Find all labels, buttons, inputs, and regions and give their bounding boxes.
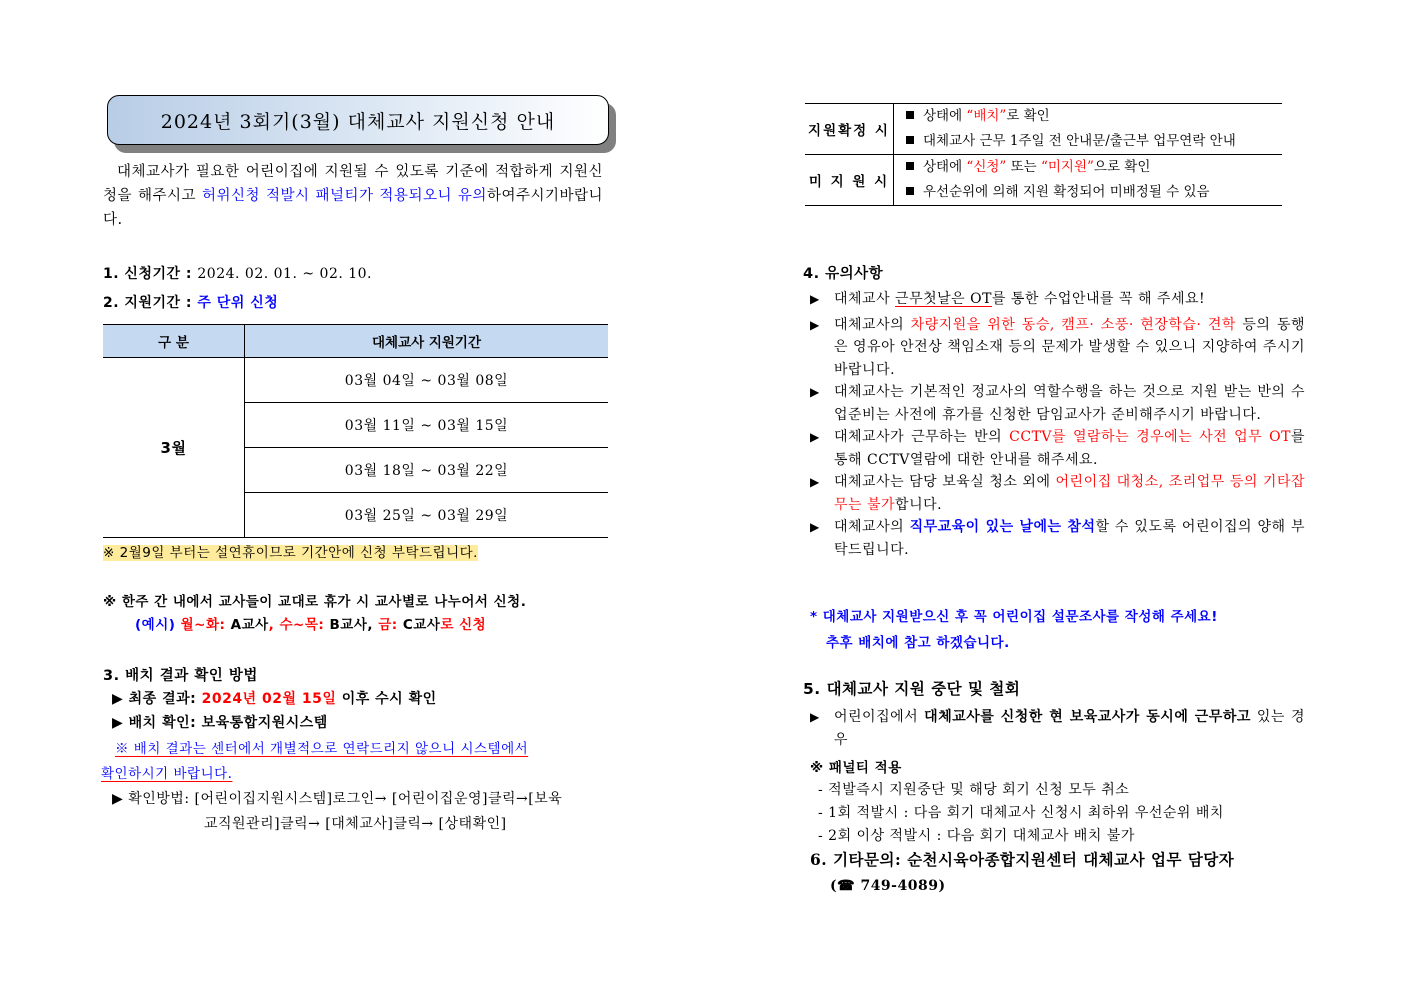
system-notice-line-2: 확인하시기 바랍니다. xyxy=(101,766,233,782)
square-bullet-icon xyxy=(906,187,914,195)
list-item: ▶ 대체교사는 기본적인 정교사의 역할수행을 하는 것으로 지원 받는 반의 수업준비는 사전에 휴가를 신청한 담임교사가 준비해주시기 바랍니다. xyxy=(810,381,1305,426)
month-cell: 3월 xyxy=(103,358,245,538)
section-1-application-period: 1. 신청기간 : 2024. 02. 01. ~ 02. 10. xyxy=(103,266,373,282)
section-4-heading: 4. 유의사항 xyxy=(803,266,884,282)
section-5-heading: 5. 대체교사 지원 중단 및 철회 xyxy=(803,680,1021,698)
survey-request-line-1: * 대체교사 지원받으신 후 꼭 어린이집 설문조사를 작성해 주세요! xyxy=(810,609,1218,625)
withdrawal-item xyxy=(810,706,1305,751)
period-cell: 03월 18일 ~ 03월 22일 xyxy=(245,448,609,493)
triangle-bullet-icon: ▶ xyxy=(112,691,124,707)
status-item: 상태에 “신청” 또는 “미지원”으로 확인 xyxy=(906,155,1282,180)
contact-phone: (☎ 749-4089) xyxy=(830,878,946,894)
system-notice-line-1: ※ 배치 결과는 센터에서 개별적으로 연락드리지 않으니 시스템에서 xyxy=(115,741,529,757)
triangle-bullet-icon: ▶ xyxy=(112,791,124,807)
period-cell: 03월 04일 ~ 03월 08일 xyxy=(245,358,609,403)
phone-icon: ☎ xyxy=(837,878,856,894)
notice-list xyxy=(810,288,1305,561)
section-2-support-period: 2. 지원기간 : 주 단위 신청 xyxy=(103,295,279,311)
list-item: ▶ 대체교사의 차량지원을 위한 동승, 캠프· 소풍· 현장학습· 견학 등의 동행은 영유아 안전상 책임소재 등의 문제가 발생할 수 있으니 지양하여 주시기 바랍니다. xyxy=(810,314,1305,382)
split-note: ※ 한주 간 내에서 교사들이 교대로 휴가 시 교사별로 나누어서 신청. xyxy=(103,594,527,610)
status-item: 우선순위에 의해 지원 확정되어 미배정될 수 있음 xyxy=(906,180,1282,205)
triangle-bullet-icon: ▶ xyxy=(810,430,820,444)
list-item: ▶ 어린이집에서 대체교사를 신청한 현 보육교사가 동시에 근무하고 있는 경우 xyxy=(810,706,1305,751)
penalty-item: - 2회 이상 적발시 : 다음 회기 대체교사 배치 불가 xyxy=(818,828,1135,844)
status-item: 상태에 “배치”로 확인 xyxy=(906,104,1282,129)
period-cell: 03월 25일 ~ 03월 29일 xyxy=(245,493,609,538)
page-title: 2024년 3회기(3월) 대체교사 지원신청 안내 xyxy=(107,95,609,145)
table-row xyxy=(805,155,1282,206)
section-6-heading: 6. 기타문의: 순천시육아종합지원센터 대체교사 업무 담당자 xyxy=(810,850,1235,869)
header-period: 대체교사 지원기간 xyxy=(245,325,609,358)
status-label-not-supported: 미 지 원 시 xyxy=(805,155,894,206)
triangle-bullet-icon: ▶ xyxy=(810,710,820,724)
table-row xyxy=(103,358,608,403)
list-item: ▶ 대체교사 근무첫날은 OT를 통한 수업안내를 꼭 해 주세요! xyxy=(810,288,1305,311)
schedule-table xyxy=(103,324,608,538)
check-method-line-1: ▶ 확인방법: [어린이집지원시스템]로그인→ [어린이집운영]클릭→[보육 xyxy=(112,791,563,807)
penalty-item: - 1회 적발시 : 다음 회기 대체교사 신청시 최하위 우선순위 배치 xyxy=(818,805,1224,821)
triangle-bullet-icon: ▶ xyxy=(112,715,124,731)
header-category: 구 분 xyxy=(103,325,245,358)
split-example: (예시) 월~화: A교사, 수~목: B교사, 금: C교사로 신청 xyxy=(135,617,487,633)
triangle-bullet-icon: ▶ xyxy=(810,317,820,332)
table-row xyxy=(805,104,1282,155)
list-item: ▶ 대체교사가 근무하는 반의 CCTV를 열람하는 경우에는 사전 업무 OT를 통해 CCTV열람에 대한 안내를 해주세요. xyxy=(810,426,1305,471)
triangle-bullet-icon: ▶ xyxy=(810,520,820,534)
check-method-line-2: 교직원관리]클릭→ [대체교사]클릭→ [상태확인] xyxy=(204,816,507,832)
penalty-warning: 허위신청 적발시 패널티가 적용되오니 유의 xyxy=(201,188,487,204)
triangle-bullet-icon: ▶ xyxy=(810,385,820,399)
triangle-bullet-icon: ▶ xyxy=(810,475,820,489)
section-3-heading: 3. 배치 결과 확인 방법 xyxy=(103,668,258,684)
penalty-item: - 적발즉시 지원중단 및 해당 회기 신청 모두 취소 xyxy=(818,782,1130,798)
status-item: 대체교사 근무 1주일 전 안내문/출근부 업무연락 안내 xyxy=(906,129,1282,154)
list-item: ▶ 대체교사는 담당 보육실 청소 외에 어린이집 대청소, 조리업무 등의 기타잡무는 불가합니다. xyxy=(810,471,1305,516)
final-result-line: ▶ 최종 결과: 2024년 02월 15일 이후 수시 확인 xyxy=(112,691,437,707)
status-table xyxy=(805,103,1282,206)
square-bullet-icon xyxy=(906,136,914,144)
survey-request-line-2: 추후 배치에 참고 하겠습니다. xyxy=(826,635,1010,651)
square-bullet-icon xyxy=(906,162,914,170)
list-item: ▶ 대체교사의 직무교육이 있는 날에는 참석할 수 있도록 어린이집의 양해 부탁드립니다. xyxy=(810,516,1305,561)
holiday-note: ※ 2월9일 부터는 설연휴이므로 기간안에 신청 부탁드립니다. xyxy=(103,545,478,561)
status-label-confirmed: 지원확정 시 xyxy=(805,104,894,155)
penalty-heading: ※ 패널티 적용 xyxy=(810,760,902,776)
square-bullet-icon xyxy=(906,111,914,119)
triangle-bullet-icon: ▶ xyxy=(810,292,820,306)
intro-paragraph: 대체교사가 필요한 어린이집에 지원될 수 있도록 기준에 적합하게 지원신청을 해주시고 허위신청 적발시 패널티가 적용되오니 유의하여주시기바랍니다. xyxy=(103,164,603,228)
period-cell: 03월 11일 ~ 03월 15일 xyxy=(245,403,609,448)
placement-check-line: ▶ 배치 확인: 보육통합지원시스템 xyxy=(112,715,328,731)
